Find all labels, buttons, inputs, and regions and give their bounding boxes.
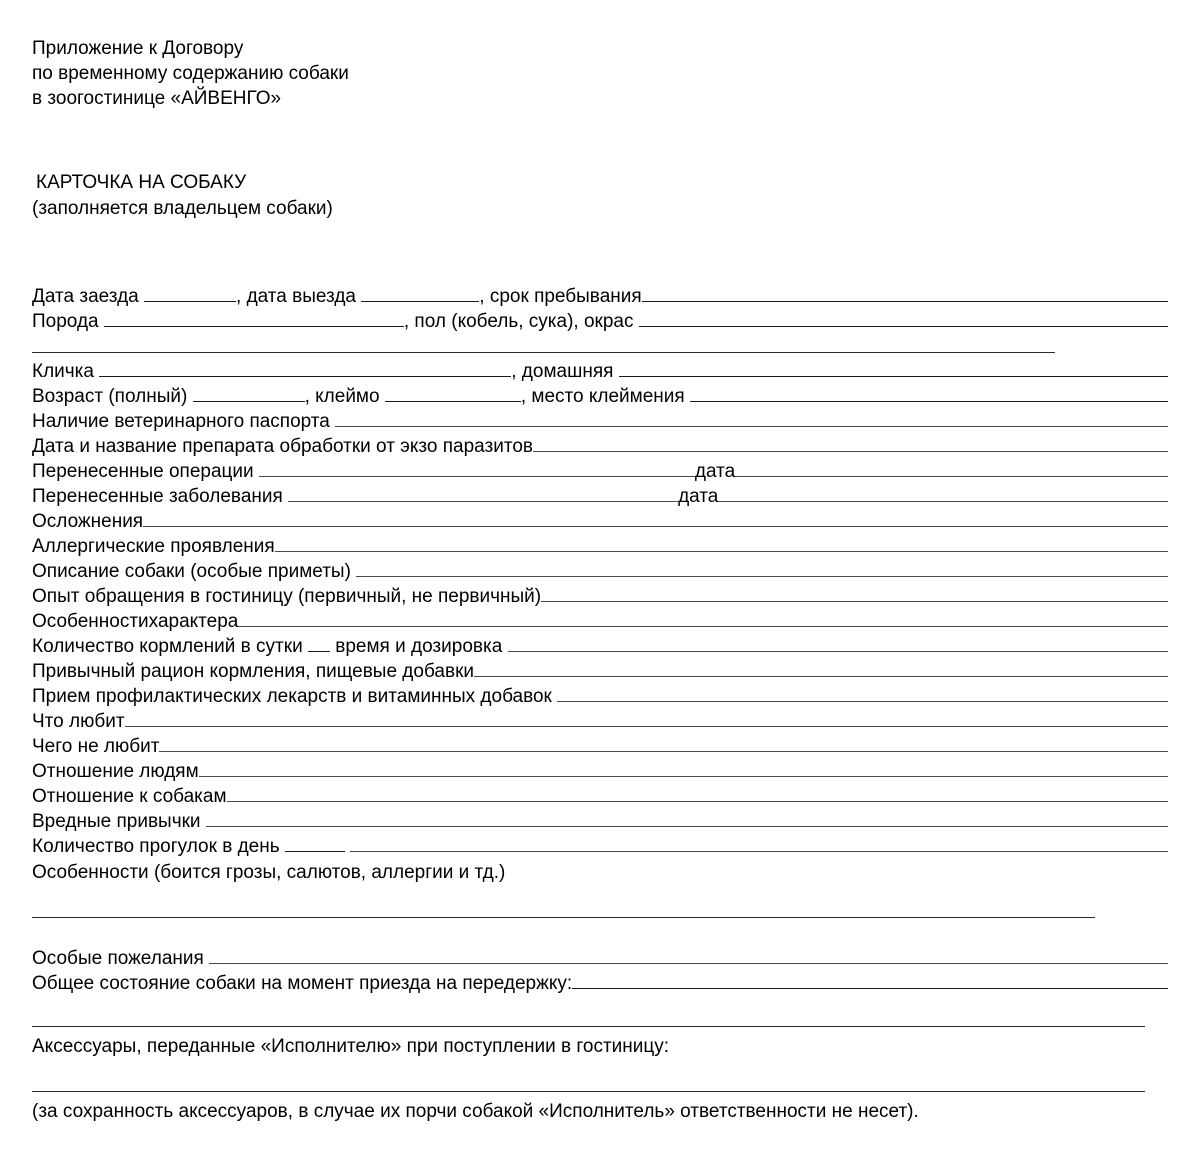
input-diseases-date[interactable] bbox=[718, 485, 1168, 502]
input-feedings-time[interactable] bbox=[508, 635, 1168, 652]
input-attitude-dogs[interactable] bbox=[227, 785, 1168, 802]
field-row-complications bbox=[32, 509, 1168, 534]
accessories-answer-rule[interactable] bbox=[32, 1073, 1168, 1098]
field-row-experience bbox=[32, 584, 1168, 609]
field-row-medicines bbox=[32, 684, 1168, 709]
input-stay-length[interactable] bbox=[642, 285, 1168, 302]
label-nickname: Кличка bbox=[32, 361, 100, 382]
input-walks-note[interactable] bbox=[350, 835, 1168, 852]
label-feedings-count: Количество кормлений в сутки bbox=[32, 636, 308, 657]
label-attitude-dogs: Отношение к собакам bbox=[32, 786, 227, 807]
field-row-parasite-treatment bbox=[32, 434, 1168, 459]
label-complications: Осложнения bbox=[32, 511, 144, 532]
label-date-in: Дата заезда bbox=[32, 286, 145, 307]
field-row-allergies bbox=[32, 534, 1168, 559]
spacer-before-accessories bbox=[32, 996, 1168, 1008]
label-attitude-people: Отношение людям bbox=[32, 761, 199, 782]
label-operations-date: дата bbox=[694, 461, 736, 482]
field-row-general-condition bbox=[32, 971, 1168, 996]
field-row-vet-passport bbox=[32, 409, 1168, 434]
field-row-nickname bbox=[32, 359, 1168, 384]
label-bad-habits: Вредные привычки bbox=[32, 811, 206, 832]
input-likes[interactable] bbox=[125, 710, 1168, 727]
label-experience: Опыт обращения в гостиницу (первичный, не первичный) bbox=[32, 586, 542, 607]
accessories-disclaimer bbox=[32, 1098, 1168, 1126]
input-parasite-treatment[interactable] bbox=[533, 435, 1168, 452]
label-age: Возраст (полный) bbox=[32, 386, 193, 407]
label-diet: Привычный рацион кормления, пищевые добавки bbox=[32, 661, 474, 682]
input-dislikes[interactable] bbox=[159, 735, 1168, 752]
label-operations: Перенесенные операции bbox=[32, 461, 259, 482]
field-row-diseases bbox=[32, 484, 1168, 509]
input-attitude-people[interactable] bbox=[199, 760, 1168, 777]
input-allergies[interactable] bbox=[275, 535, 1168, 552]
input-feedings-count[interactable] bbox=[308, 635, 330, 652]
label-dislikes: Чего не любит bbox=[32, 736, 160, 757]
spacer-before-wishes bbox=[32, 924, 1168, 946]
label-description: Описание собаки (особые приметы) bbox=[32, 561, 357, 582]
label-brand-place: , место клеймения bbox=[520, 386, 690, 407]
input-brand[interactable] bbox=[385, 385, 521, 402]
input-brand-place[interactable] bbox=[690, 385, 1168, 402]
input-date-out[interactable] bbox=[361, 285, 479, 302]
header-line-1: Приложение к Договору bbox=[32, 38, 244, 59]
label-vet-passport: Наличие ветеринарного паспорта bbox=[32, 411, 336, 432]
field-row-description bbox=[32, 559, 1168, 584]
label-character: Особенностихарактера bbox=[32, 611, 239, 632]
label-home-name: , домашняя bbox=[511, 361, 619, 382]
spacer-after-accessories bbox=[32, 1061, 1168, 1073]
field-row-character bbox=[32, 609, 1168, 634]
label-feedings-time: время и дозировка bbox=[329, 636, 508, 657]
card-title-block bbox=[32, 170, 333, 222]
field-row-breed-sex-color bbox=[32, 309, 1168, 334]
field-row-age-brand bbox=[32, 384, 1168, 409]
label-special-traits: Особенности (боится грозы, салютов, аллергии и тд.) bbox=[32, 862, 506, 883]
general-condition-continuation-rule[interactable] bbox=[32, 1008, 1168, 1033]
field-row-operations bbox=[32, 459, 1168, 484]
input-description[interactable] bbox=[356, 560, 1168, 577]
input-vet-passport[interactable] bbox=[335, 410, 1168, 427]
field-row-diet bbox=[32, 659, 1168, 684]
field-row-feedings bbox=[32, 634, 1168, 659]
label-accessories: Аксессуары, переданные «Исполнителю» при поступлении в гостиницу: bbox=[32, 1036, 670, 1057]
label-likes: Что любит bbox=[32, 711, 125, 732]
input-experience[interactable] bbox=[541, 585, 1168, 602]
label-allergies: Аллергические проявления bbox=[32, 536, 275, 557]
label-brand: , клеймо bbox=[304, 386, 385, 407]
label-special-wishes: Особые пожелания bbox=[32, 948, 210, 969]
field-row-bad-habits bbox=[32, 809, 1168, 834]
label-breed: Порода bbox=[32, 311, 104, 332]
input-operations-date[interactable] bbox=[735, 460, 1168, 477]
label-parasite-treatment: Дата и название препарата обработки от экзо паразитов bbox=[32, 436, 533, 457]
field-row-attitude-dogs bbox=[32, 784, 1168, 809]
input-bad-habits[interactable] bbox=[206, 810, 1168, 827]
input-operations[interactable] bbox=[259, 460, 695, 477]
field-row-likes bbox=[32, 709, 1168, 734]
input-color[interactable] bbox=[639, 310, 1168, 327]
label-diseases: Перенесенные заболевания bbox=[32, 486, 289, 507]
field-row-special-traits bbox=[32, 859, 1168, 887]
input-nickname[interactable] bbox=[99, 360, 511, 377]
field-row-attitude-people bbox=[32, 759, 1168, 784]
label-date-out: , дата выезда bbox=[236, 286, 362, 307]
input-date-in[interactable] bbox=[144, 285, 236, 302]
label-stay-length: , срок пребывания bbox=[479, 286, 642, 307]
label-accessories-note: (за сохранность аксессуаров, в случае их порчи собакой «Исполнитель» ответственности не несет). bbox=[32, 1101, 919, 1122]
field-row-special-wishes bbox=[32, 946, 1168, 971]
spacer-after-special-traits bbox=[32, 887, 1168, 899]
input-complications[interactable] bbox=[143, 510, 1168, 527]
input-home-name[interactable] bbox=[619, 360, 1168, 377]
page-title: КАРТОЧКА НА СОБАКУ bbox=[36, 172, 247, 193]
header-line-2: по временному содержанию собаки bbox=[32, 63, 349, 84]
field-row-arrival-departure bbox=[32, 284, 1168, 309]
field-row-accessories bbox=[32, 1033, 1168, 1061]
label-walks-count: Количество прогулок в день bbox=[32, 836, 285, 857]
label-sex-color: , пол (кобель, сука), окрас bbox=[403, 311, 639, 332]
input-general-condition[interactable] bbox=[572, 972, 1168, 989]
label-general-condition: Общее состояние собаки на момент приезда на передержку: bbox=[32, 973, 573, 994]
input-breed[interactable] bbox=[104, 310, 404, 327]
field-row-walks bbox=[32, 834, 1168, 859]
special-traits-answer-rule[interactable] bbox=[32, 899, 1168, 924]
label-diseases-date: дата bbox=[678, 486, 719, 507]
input-special-wishes[interactable] bbox=[209, 947, 1168, 964]
input-diet[interactable] bbox=[474, 660, 1168, 677]
card-subtitle: (заполняется владельцем собаки) bbox=[32, 198, 333, 219]
input-walks-count[interactable] bbox=[285, 835, 345, 852]
document-header bbox=[32, 36, 349, 111]
label-medicines: Прием профилактических лекарств и витаминных добавок bbox=[32, 686, 558, 707]
input-character[interactable] bbox=[238, 610, 1168, 627]
header-line-3: в зоогостинице «АЙВЕНГО» bbox=[32, 88, 282, 109]
field-row-dislikes bbox=[32, 734, 1168, 759]
input-medicines[interactable] bbox=[557, 685, 1168, 702]
input-age[interactable] bbox=[193, 385, 305, 402]
input-diseases[interactable] bbox=[288, 485, 678, 502]
continuation-rule-1[interactable] bbox=[32, 334, 1168, 359]
dog-card-form bbox=[32, 284, 1168, 1126]
